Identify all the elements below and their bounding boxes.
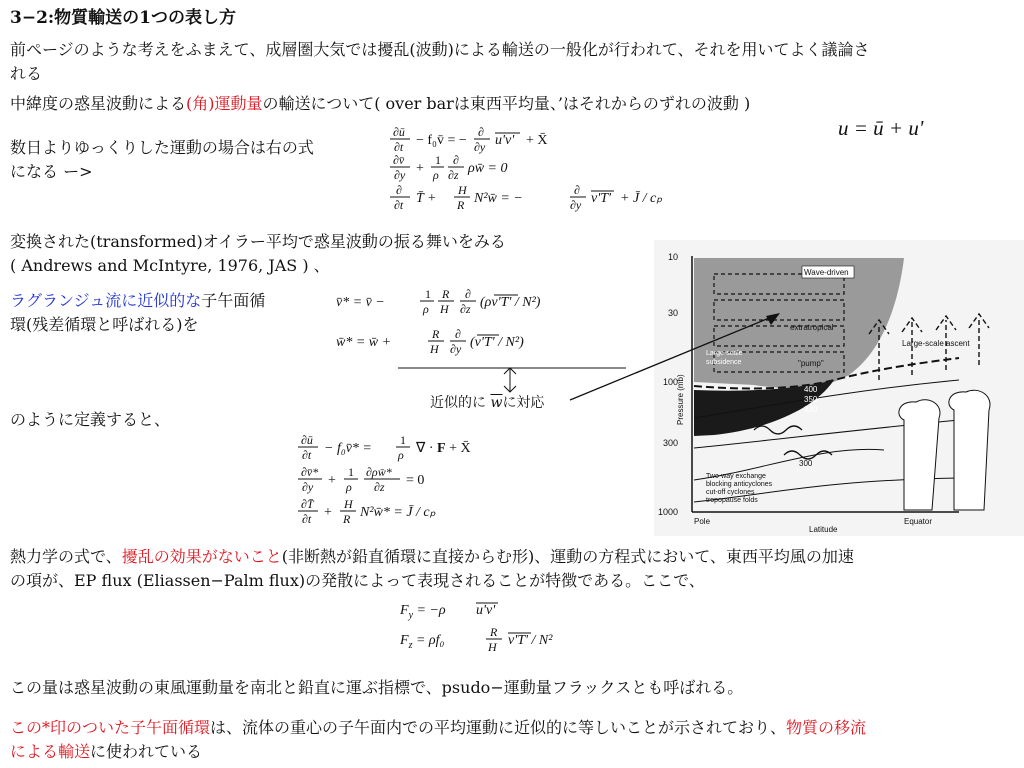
svg-text:T̄ +: T̄ +: [416, 191, 437, 206]
define-line: のように定義すると、: [10, 410, 171, 429]
pole-label: Pole: [694, 517, 711, 526]
thermo-pre: 熱力学の式で、: [10, 547, 122, 566]
svg-text:∂z: ∂z: [448, 168, 459, 182]
svg-text:(v'T' / N²): (v'T' / N²): [470, 335, 524, 350]
approximation-pre: 近似的に: [430, 395, 491, 411]
tem-line-2: ( Andrews and McIntyre, 1976, JAS ) 、: [10, 256, 330, 275]
svg-text:∂: ∂: [574, 183, 580, 197]
svg-text:∂ū: ∂ū: [393, 125, 405, 139]
svg-text:ρw̄ = 0: ρw̄ = 0: [468, 161, 508, 176]
page-title: 3−2:物質輸送の1つの表し方: [10, 8, 237, 28]
svg-text:R: R: [457, 198, 465, 212]
convective-clouds: [899, 390, 990, 510]
svg-text:H: H: [488, 640, 497, 654]
svg-text:R: R: [442, 287, 450, 301]
svg-text:− f₀v̄ = −: − f₀v̄ = −: [416, 133, 467, 148]
svg-text:∂v̄*: ∂v̄*: [301, 465, 319, 479]
pointer-arrow: [560, 300, 800, 410]
svg-text:N²w̄* = J̄ / cₚ: N²w̄* = J̄ / cₚ: [360, 505, 436, 520]
svg-text:R: R: [490, 625, 498, 639]
ytick-10: 10: [668, 252, 679, 262]
svg-text:(ρv'T' / N²): (ρv'T' / N²): [480, 295, 541, 310]
svg-text:∂v̄: ∂v̄: [393, 153, 405, 167]
ytick-30: 30: [668, 308, 679, 318]
svg-text:1: 1: [425, 287, 431, 301]
svg-text:+: +: [328, 473, 336, 488]
ascent-label: Large-scale ascent: [902, 339, 970, 348]
svg-text:u'v': u'v': [476, 603, 496, 618]
lagrangian-highlight: ラグランジュ流に近似的な: [10, 291, 202, 310]
svg-text:∂: ∂: [478, 125, 484, 139]
contour-400: 400: [804, 385, 818, 394]
two-way-label-4: tropopause folds: [706, 497, 758, 504]
svg-text:v̄* = v̄ −: v̄* = v̄ −: [336, 295, 385, 310]
pseudo-momentum-line: この量は惑星波動の東風運動量を南北と鉛直に運ぶ指標で、psudo−運動量フラックスとも呼ばれる。: [10, 678, 744, 697]
svg-text:1: 1: [400, 433, 406, 447]
svg-text:ρ: ρ: [346, 480, 352, 494]
svg-text:∂y: ∂y: [302, 480, 314, 494]
svg-text:1: 1: [348, 465, 354, 479]
svg-text:∂: ∂: [455, 327, 461, 341]
final-highlight-1: この*印のついた子午面循環: [10, 718, 211, 737]
svg-text:∂T̄: ∂T̄: [301, 497, 314, 511]
contour-300: 300: [799, 459, 813, 468]
svg-text:∂: ∂: [453, 153, 459, 167]
wind-decomposition: [838, 116, 923, 141]
svg-text:∂y: ∂y: [474, 140, 486, 154]
lagrangian-line-2: 環(残差循環と呼ばれる)を: [10, 315, 199, 334]
svg-text:u'v': u'v': [495, 133, 515, 148]
momentum-pre: 中緯度の惑星波動による: [10, 94, 187, 113]
tem-equations: [296, 432, 586, 537]
svg-text:R: R: [432, 327, 440, 341]
svg-text:∂t: ∂t: [394, 140, 404, 154]
svg-text:∇ · F + X̄: ∇ · F + X̄: [416, 441, 471, 456]
svg-text:v'T' / N²: v'T' / N²: [508, 633, 553, 648]
svg-text:ρ: ρ: [398, 448, 404, 462]
svg-text:Fy = −ρ: $F_y = -\rho$: [400, 603, 446, 621]
svg-text:+: +: [324, 505, 332, 520]
contour-350: 350: [804, 395, 818, 404]
svg-text:− f₀v̄* =: − f₀v̄* =: [324, 441, 372, 456]
thermo-line-1: [10, 545, 854, 569]
ytick-300: 300: [663, 438, 679, 448]
svg-text:∂ρw̄*: ∂ρw̄*: [366, 465, 392, 479]
subsidence-label-2: subsidence: [706, 359, 742, 366]
svg-text:∂ū: ∂ū: [301, 433, 313, 447]
svg-text:∂t: ∂t: [394, 198, 404, 212]
final-line-2-post: に使われている: [90, 742, 203, 761]
ep-flux-equations: [398, 598, 618, 663]
svg-text:Fz = ρf₀: $F_z = \rho f_0$: [400, 633, 445, 651]
svg-text:∂z: ∂z: [374, 480, 385, 494]
svg-text:R: R: [343, 512, 351, 526]
pump-label: "pump": [798, 359, 824, 368]
tem-line-1: 変換された(transformed)オイラー平均で惑星波動の振る舞いをみる: [10, 232, 506, 251]
svg-text:ρ: ρ: [433, 168, 439, 182]
extratropical-label: extratropical: [790, 323, 834, 332]
momentum-post: の輸送について( over barは東西平均量、’はそれからのずれの波動 ): [262, 94, 751, 113]
svg-text:v'T': v'T': [591, 191, 611, 206]
svg-text:∂y: ∂y: [394, 168, 406, 182]
final-line-2-highlight: による輸送: [10, 742, 91, 761]
wave-driven-label: Wave-driven: [804, 268, 849, 277]
final-highlight-2: 物質の移流: [786, 718, 867, 737]
momentum-highlight: (角)運動量: [186, 94, 263, 113]
svg-text:∂y: ∂y: [570, 198, 582, 212]
subsidence-label-1: Large-scale: [706, 350, 743, 357]
svg-text:∂z: ∂z: [460, 302, 471, 316]
ytick-1000: 1000: [658, 507, 679, 517]
svg-text:∂: ∂: [396, 183, 402, 197]
svg-text:H: H: [430, 342, 439, 356]
svg-text:∂: ∂: [465, 287, 471, 301]
svg-text:+: +: [416, 161, 424, 176]
svg-text:H: H: [458, 183, 467, 197]
final-line-1: [10, 716, 866, 740]
svg-text:∂t: ∂t: [302, 512, 312, 526]
ytick-100: 100: [663, 377, 679, 387]
final-line-2: [10, 740, 202, 764]
slow-motion-line-2: になる ー>: [10, 162, 93, 181]
intro-line-2: れる: [10, 64, 43, 83]
final-mid: は、流体の重心の子午面内での平均運動に近似的に等しいことが示されており、: [210, 718, 787, 737]
thermo-highlight: 擾乱の効果がないこと: [121, 547, 282, 566]
decomposition-text: u = ū + u': [838, 116, 924, 140]
equator-label: Equator: [904, 517, 933, 526]
svg-text:H: H: [440, 302, 449, 316]
two-way-label-3: cut-off cyclones: [706, 489, 755, 496]
two-way-label-1: Two-way exchange: [706, 473, 766, 480]
eulerian-equations: [388, 124, 688, 221]
thermo-line-2: の項が、EP flux (Eliassen−Palm flux)の発散によって表現されることが特徴である。ここで、: [10, 571, 705, 590]
lagrangian-line-1: [10, 289, 265, 313]
svg-text:H: H: [344, 497, 353, 511]
intro-line-1: 前ページのような考えをふまえて、成層圏大気では擾乱(波動)による輸送の一般化が行われて、それを用いてよく議論さ: [10, 40, 870, 59]
approximation-w: $\overline{w}$: [490, 395, 503, 411]
slow-motion-line-1: 数日よりゆっくりした運動の場合は右の式: [10, 138, 314, 157]
contour-330: 330: [804, 405, 818, 414]
thermo-post: (非断熱が鉛直循環に直接からむ形)、運動の方程式において、東西平均風の加速: [281, 547, 854, 566]
svg-text:∂t: ∂t: [302, 448, 312, 462]
lagrangian-post: 子午面循: [201, 291, 266, 310]
approximation-label: [430, 392, 544, 412]
x-axis-label: Latitude: [809, 525, 838, 534]
y-axis-label: Pressure (mb): [676, 374, 685, 425]
svg-text:= 0: = 0: [406, 473, 425, 488]
svg-text:∂y: ∂y: [450, 342, 462, 356]
svg-text:ρ: ρ: [423, 302, 429, 316]
svg-text:N²w̄ = −: N²w̄ = −: [474, 191, 523, 206]
svg-text:+ X̄: + X̄: [526, 133, 548, 148]
svg-text:+ J̄ / cₚ: + J̄ / cₚ: [620, 191, 663, 206]
svg-text:w̄* = w̄ +: w̄* = w̄ +: [336, 335, 392, 350]
two-way-label-2: blocking anticyclones: [706, 481, 773, 488]
svg-text:1: 1: [435, 153, 441, 167]
momentum-line: [10, 92, 750, 116]
approximation-post: に対応: [502, 395, 545, 411]
